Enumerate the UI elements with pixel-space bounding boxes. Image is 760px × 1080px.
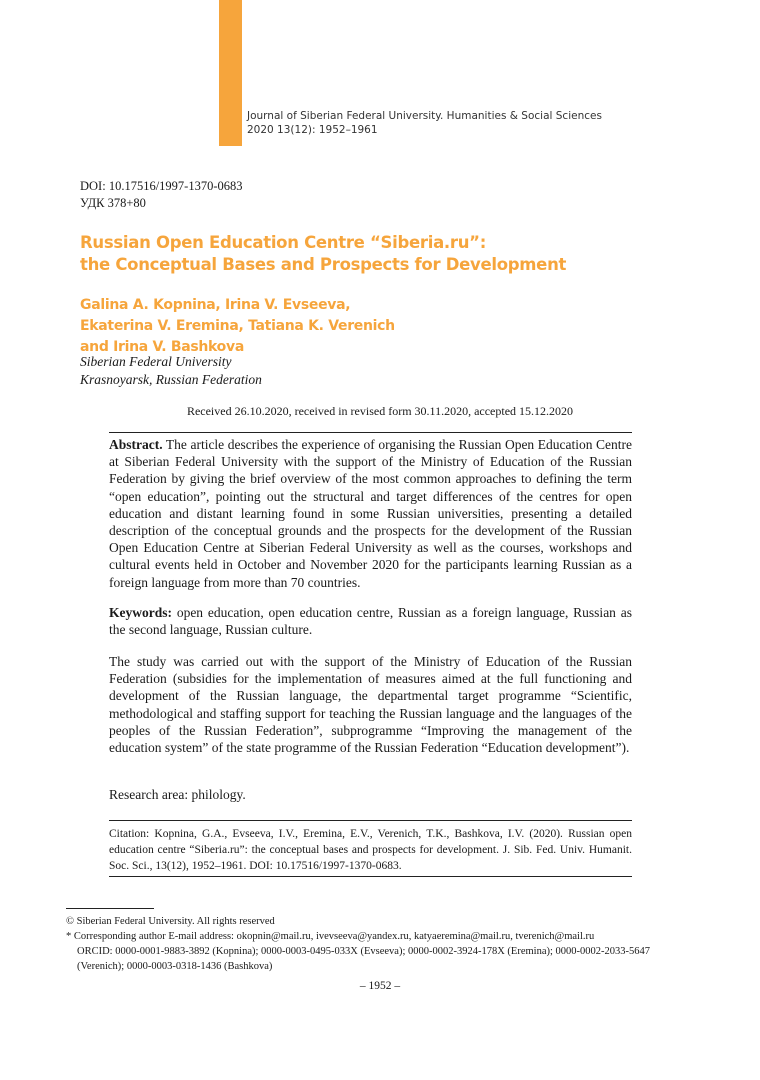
page-number: – 1952 – xyxy=(359,980,401,992)
identifiers xyxy=(80,178,243,212)
divider-citation-bottom xyxy=(109,876,632,877)
corresponding-author-note: * Corresponding author E-mail address: okopnin@mail.ru, ivevseeva@yandex.ru, katyaeremina@mail.ru, tverenich@mail.ru xyxy=(66,931,595,942)
journal-issue-line: 2020 13(12): 1952–1961 xyxy=(247,123,378,136)
orcid-note: ORCID: 0000-0001-9883-3892 (Kopnina); 0000-0003-0495-033X (Evseeva); 0000-0002-3924-178X (Eremina); 0000-0002-2033-5647 (Verenich); 0000-0003-0318-1436 (Bashkova) xyxy=(77,946,651,972)
keywords xyxy=(109,604,632,638)
journal-header xyxy=(247,110,602,137)
doi: DOI: 10.17516/1997-1370-0683 xyxy=(80,179,243,193)
authors-line-3: and Irina V. Bashkova xyxy=(80,339,244,355)
divider-top xyxy=(109,432,632,433)
article-title xyxy=(80,232,680,276)
footnote-rule xyxy=(66,908,154,909)
copyright-note: © Siberian Federal University. All rights reserved xyxy=(66,916,275,927)
affiliation xyxy=(80,353,262,389)
abstract-text: The article describes the experience of organising the Russian Open Education Centre at Siberian Federal University with the support of the Ministry of Education of the Russian Federation by giving the brief overview of the most common approaches to defining the term “open education”, pointing out the structural and target differences of the centres for open education and distant learning found in some Russian universities, presenting a detailed description of the conceptual grounds and the prospects for the development of the Russian Open Education Centre at Siberian Federal University as well as the courses, workshops and cultural events held in October and November 2020 for the participants learning Russian as a foreign language from more than 70 countries. xyxy=(109,437,632,590)
abstract-label: Abstract. xyxy=(109,437,163,452)
author-list xyxy=(80,295,395,358)
received-dates: Received 26.10.2020, received in revised form 30.11.2020, accepted 15.12.2020 xyxy=(186,404,574,418)
funding-note: The study was carried out with the support of the Ministry of Education of the Russian Federation (subsidies for the implementation of measures aimed at the full functioning and development of the Russian language, the departmental target programme “Scientific, methodological and staffing support for teaching the Russian language and the languages of the peoples of the Russian Federation”, subprogramme “Improving the management of the education system” of the state programme of the Russian Federation “Education development”). xyxy=(109,654,632,756)
affiliation-university: Siberian Federal University xyxy=(80,354,232,369)
keywords-text: open education, open education centre, Russian as a foreign language, Russian as the second language, Russian culture. xyxy=(109,605,632,638)
journal-accent-bar xyxy=(219,0,242,146)
title-line-2: the Conceptual Bases and Prospects for Development xyxy=(80,255,567,274)
abstract xyxy=(109,436,632,591)
affiliation-city: Krasnoyarsk, Russian Federation xyxy=(80,372,262,387)
citation: Citation: Kopnina, G.A., Evseeva, I.V., Eremina, E.V., Verenich, T.K., Bashkova, I.V. (2020). Russian open education centre “Siberia.ru”: the conceptual bases and prospects for development. J. Sib. Fed. Univ. Humanit. Soc. Sci., 13(12), 1952–1961. DOI: 10.17516/1997-1370-0683. xyxy=(109,828,632,872)
authors-line-1: Galina A. Kopnina, Irina V. Evseeva, xyxy=(80,297,351,313)
authors-line-2: Ekaterina V. Eremina, Tatiana K. Verenich xyxy=(80,318,395,334)
title-line-1: Russian Open Education Centre “Siberia.ru”: xyxy=(80,233,487,252)
journal-title-line: Journal of Siberian Federal University. Humanities & Social Sciences xyxy=(247,110,602,122)
footnotes xyxy=(66,914,666,974)
udk: УДК 378+80 xyxy=(80,196,146,210)
keywords-label: Keywords: xyxy=(109,605,172,620)
divider-citation-top xyxy=(109,820,632,821)
research-area: Research area: philology. xyxy=(109,787,246,802)
